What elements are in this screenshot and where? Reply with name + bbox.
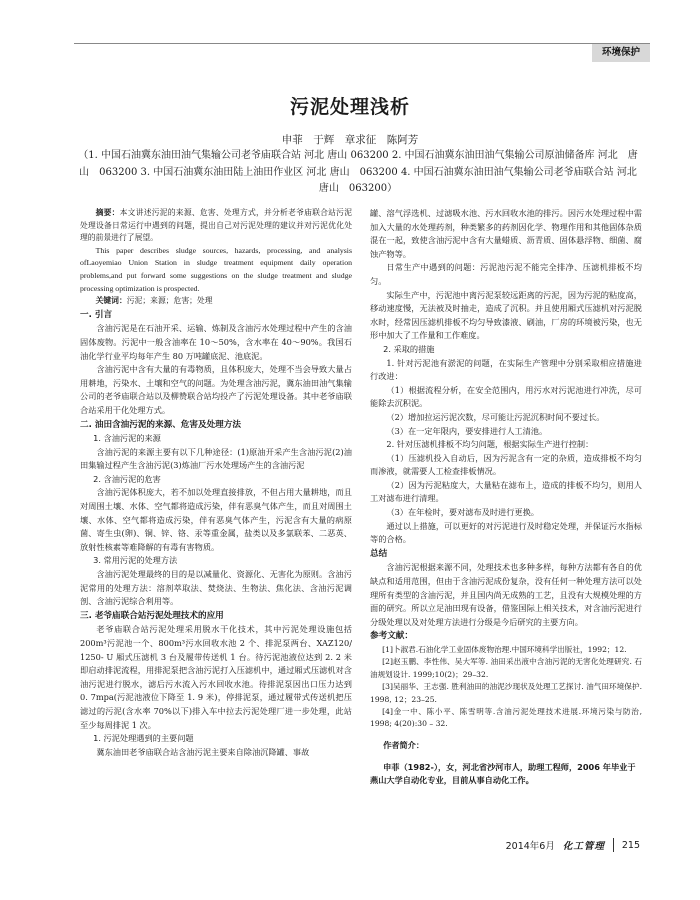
abstract-cn <box>80 207 352 245</box>
list-item: （2）增加拉运污泥次数，尽可能让污泥沉积时间不要过长。 <box>386 411 605 422</box>
page-number: 215 <box>621 839 640 851</box>
paragraph: 含油污泥体积庞大，若不加以处理直接排放，不但占用大量耕地，而且对周围土壤、水体、空气都将造成污染，伴有恶臭气体产生，而且对周围土壤、水体、空气都将造成污染，伴有恶臭气体产生，污泥含有大量的病原菌、寄生虫(卵)、铜、锌、铬、汞等重金属，盐类以及多氯联苯、二恶英、放射性核素等难降解的有毒有害物质。 <box>80 487 352 552</box>
reference-item: [2]赵玉鹏、李性伟、吴大军等. 油田采出液中含油污泥的无害化处理研究. 石油规划设计. 1999;10(2)；29–32. <box>370 657 642 679</box>
paragraph: 1. 针对污泥池有淤泥的问题，在实际生产管理中分别采取相应措施进行改进： <box>370 357 642 382</box>
keywords <box>80 295 352 308</box>
abstract-label: 摘要： <box>95 208 120 217</box>
page-footer <box>506 838 640 852</box>
journal-name: 化工管理 <box>562 841 605 852</box>
author-list: 申菲 于辉 章求征 陈阿芳 <box>281 134 419 146</box>
heading-sources: 二. 油田含油污泥的来源、危害及处理方法 <box>80 419 241 430</box>
subheading: 1. 污泥处理遇到的主要问题 <box>93 733 194 744</box>
article-title: 污泥处理浅析 <box>289 96 410 118</box>
heading-summary: 总结 <box>370 548 388 559</box>
abstract-en: This paper describes sludge sources, hazards, processing, and analysis ofLaoyemiao Union Station in sludge treatment equipment daily operation problems,and put forward some suggestions on the sludge treatment and sludge processing optimization is prospected. <box>80 245 352 293</box>
list-item: （1）压滤机投入自动后，因为污泥含有一定的杂质，造成排板不均匀而渗液，就需要人工检查排板情况。 <box>370 452 642 477</box>
subheading: 2. 采取的措施 <box>383 343 435 354</box>
paragraph: 含油污泥根据来源不同，处理技术也多种多样，每种方法都有各自的优缺点和适用范围，但由于含油污泥成份复杂，没有任何一种处理方法可以处理所有类型的含油污泥，并且国内尚无成熟的工艺，且没有大规模处理的方面的研究。所以立足油田现有设备，借鉴国际上相关技术，对含油污泥进行分级处理以及对处理方法进行分级是今后研究的主要方向。 <box>370 562 642 627</box>
paragraph: 含油污泥的来源主要有以下几种途径：(1)原油开采产生含油污泥(2)油田集输过程产生含油污泥(3)炼油厂污水处理场产生的含油污泥 <box>80 446 352 471</box>
keywords-label: 关键词： <box>95 296 127 306</box>
subheading: 2. 含油污泥的危害 <box>93 473 161 484</box>
heading-application: 三. 老爷庙联合站污泥处理技术的应用 <box>80 610 224 621</box>
author-bio: 申菲（1982-），女，河北省沙河市人，助理工程师，2006 年毕业于燕山大学自动化专业，目前从事自动化工作。 <box>370 761 636 786</box>
paragraph: 罐、溶气浮选机、过滤吸水池、污水回收水池的排污。因污水处理过程中需加入大量的水处理药剂，种类繁多的药剂因化学、物理作用和其他固体杂质混在一起，致使含油污泥中含有大量蜡质、沥青质、固体悬浮物、细菌、腐蚀产物等。 <box>370 208 642 259</box>
affiliation: （1. 中国石油冀东油田油气集输公司老爷庙联合站 河北 唐山 063200 2. 中国石油冀东油田油气集输公司原油储备库 河北 唐山 063200 3. 中国石油冀东油田陆上油田作业区 河北 唐山 063200 4. 中国石油冀东油田油气集输公司老爷庙联合站 河北 唐山 063200） <box>78 150 638 194</box>
subheading: 1. 含油污泥的来源 <box>93 433 161 444</box>
section-tag: 环境保护 <box>592 44 650 62</box>
list-item: （3）在年检时，要对滤布及时进行更换。 <box>386 507 539 518</box>
subheading: 3. 常用污泥的处理方法 <box>93 555 178 566</box>
paragraph: 含油污泥中含有大量的有毒物质，且体积庞大，处理不当会导致大量占用耕地，污染水、土壤和空气的问题。为处理含油污泥，冀东油田油气集输公司的老爷庙联合站以及柳赞联合站均投产了污泥处理设备。其中老爷庙联合站采用干化处理方式。 <box>80 364 352 415</box>
issue-date: 2014年6月 <box>505 841 555 852</box>
heading-references: 参考文献： <box>370 631 413 642</box>
paragraph: 通过以上措施，可以更好的对污泥进行及时稳定处理，并保证污水指标等的合格。 <box>370 520 642 545</box>
footer-divider <box>613 838 614 852</box>
reference-item: [4]金一中、陈小平、陈雪明等.含油污泥处理技术进展.环境污染与防治, 1998; 4(20):30 – 32. <box>370 707 642 729</box>
list-item: （3）在一定年限内，要安排进行人工清池。 <box>386 425 548 436</box>
right-column <box>370 207 642 788</box>
paragraph: 实际生产中，污泥池中离污泥泵较远距离的污泥，因为污泥的粘度高，移动速度慢，无法被及时抽走，造成了沉积。并且使用厢式压滤机对污泥脱水时，经常因压滤机排板不均匀导致漆液、刷油，厂房的环境被污染，也无形中加大了工作量和工作难度。 <box>370 289 642 341</box>
header-rule <box>74 43 650 55</box>
paragraph: 2. 针对压滤机排板不均匀问题，根据实际生产进行控制： <box>386 439 594 450</box>
paragraph: 含油污泥处理最终的目的是以减量化、资源化、无害化为原则。含油污泥常用的处理方法：溶剂萃取法、焚烧法、生物法、焦化法、含油污泥调剖、含油污泥综合利用等。 <box>80 569 352 607</box>
paragraph: 冀东油田老爷庙联合站含油污泥主要来自除油沉降罐、事故 <box>96 746 310 757</box>
list-item: （1）根据流程分析，在安全范围内，用污水对污泥池进行冲洗，尽可能除去沉积泥。 <box>370 384 642 409</box>
paragraph: 含油污泥是在石油开采、运输、炼制及含油污水处理过程中产生的含油固体废物。污泥中一般含油率在 10～50%，含水率在 40～90%。我国石油化学行业平均每年产生 80 万吨罐底泥、池底泥。 <box>80 323 352 361</box>
paragraph: 日常生产中遇到的问题：污泥池污泥不能完全排净、压滤机排板不均匀。 <box>370 262 642 286</box>
paragraph: 老爷庙联合站污泥处理采用脱水干化技术，其中污泥处理设施包括 200m³污泥池一个、800m³污水回收水池 2 个、排泥泵两台、XAZ120/ 1250- U 厢式压滤机 3 台及履带传送机 1 台。待污泥池液位达到 2. 2 米即启动排泥流程，用排泥泵把含油污泥打入压滤机中，通过厢式压滤机对含油污泥进行脱水，滤后污水流入污水回收水池。待排泥泵因出口压力达到 0. 7mpa(污泥池液位下降至 1. 9 米)，停排泥泵，通过履带式传送机把压滤过的污泥(含水率 70%以下)排入车中拉去污泥处理厂进一步处理，此站至少每周排泥 1 次。 <box>80 624 352 730</box>
keywords-text: 污泥；来源；危害；处理 <box>126 296 213 306</box>
author-bio-label: 作者简介： <box>383 740 425 751</box>
heading-intro: 一. 引言 <box>80 309 113 320</box>
list-item: （2）因为污泥粘度大，大量粘在滤布上，造成的排板不均匀，则用人工对滤布进行清理。 <box>370 479 642 504</box>
left-column <box>80 207 352 759</box>
reference-item: [1]卜淑君.石油化学工业固体废物治理.中国环境科学出版社，1992；12. <box>382 645 627 654</box>
abstract-cn-text: 本文讲述污泥的来源、危害、处理方式，并分析老爷庙联合站污泥处理设备日常运行中遇到的问题，提出自己对污泥处理的建议并对污泥优化处理的前景进行了展望。 <box>80 208 353 243</box>
reference-item: [3]吴丽华、王志强. 胜利油田的油泥沙现状及处理工艺探讨. 油气田环境保护. 1998, 12；23–25. <box>370 682 642 704</box>
